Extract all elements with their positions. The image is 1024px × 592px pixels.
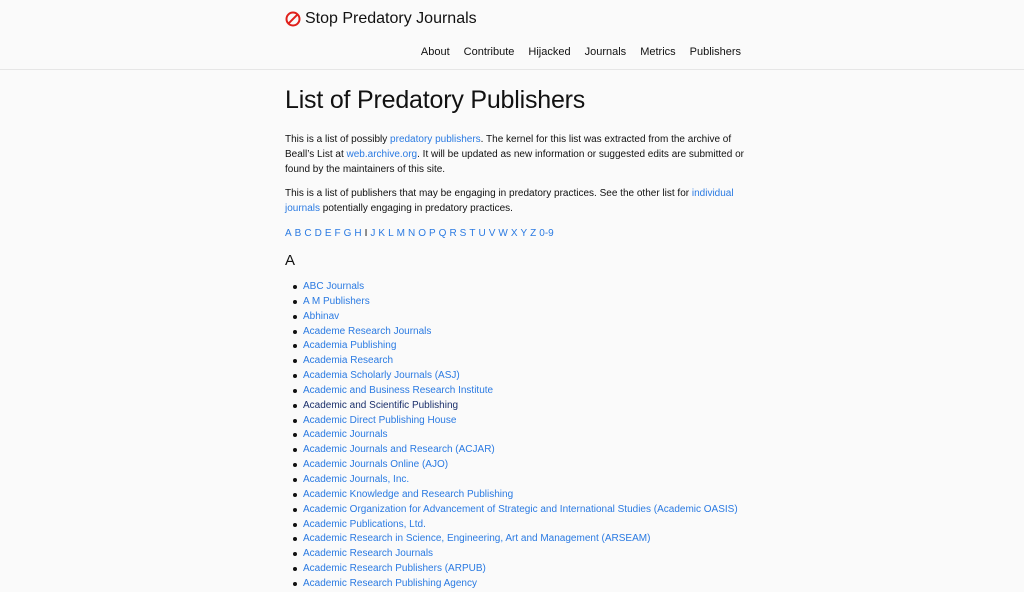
alphabet-link-v[interactable]: V xyxy=(488,228,496,239)
nav-metrics[interactable]: Metrics xyxy=(640,46,676,58)
alphabet-link-q[interactable]: Q xyxy=(438,228,447,239)
list-item xyxy=(293,532,745,547)
intro-text-3: . It will be updated as new information or suggested edits are submitted or found by the maintainers of this site. xyxy=(285,149,744,175)
site-title: Stop Predatory Journals xyxy=(305,10,477,27)
alphabet-link-e[interactable]: E xyxy=(324,228,332,239)
list-item xyxy=(293,295,745,310)
publisher-link[interactable]: Academia Scholarly Journals (ASJ) xyxy=(303,370,460,382)
main-content xyxy=(285,86,745,592)
publisher-link[interactable]: Academic Journals Online (AJO) xyxy=(303,459,449,471)
list-item xyxy=(293,503,745,518)
alphabet-link-t[interactable]: T xyxy=(469,228,476,239)
alphabet-link-d[interactable]: D xyxy=(314,228,322,239)
second-paragraph xyxy=(285,186,745,216)
nav-about[interactable]: About xyxy=(420,46,450,58)
publisher-link[interactable]: Academic Organization for Advancement of Strategic and International Studies (Academic OASIS) xyxy=(303,503,738,515)
publisher-link[interactable]: A M Publishers xyxy=(303,295,370,307)
alphabet-link-h[interactable]: H xyxy=(354,228,362,239)
alphabet-link-u[interactable]: U xyxy=(478,228,486,239)
list-item xyxy=(293,384,745,399)
publisher-link[interactable]: Academia Publishing xyxy=(303,340,397,352)
para2-text-1: This is a list of publishers that may be engaging in predatory practices. See the other list for xyxy=(285,188,692,199)
intro-text-1: This is a list of possibly xyxy=(285,134,391,145)
alphabet-link-b[interactable]: B xyxy=(294,228,302,239)
list-item xyxy=(293,310,745,325)
alphabet-link-s[interactable]: S xyxy=(459,228,467,239)
page-title: List of Predatory Publishers xyxy=(285,86,586,114)
alphabet-link-l[interactable]: L xyxy=(388,228,394,239)
list-item xyxy=(293,369,745,384)
nav-publishers[interactable]: Publishers xyxy=(689,46,741,58)
list-item xyxy=(293,339,745,354)
alphabet-link-a[interactable]: A xyxy=(285,228,292,239)
list-item xyxy=(293,473,745,488)
list-item xyxy=(293,547,745,562)
alphabet-link-j[interactable]: J xyxy=(370,228,376,239)
alphabet-link-g[interactable]: G xyxy=(343,228,352,239)
list-item xyxy=(293,399,745,414)
prohibited-icon xyxy=(285,11,301,27)
publisher-link[interactable]: Academic Research Publishers (ARPUB) xyxy=(303,563,486,575)
publisher-link[interactable]: Academic Knowledge and Research Publishing xyxy=(303,488,514,500)
publisher-link[interactable]: Academic and Scientific Publishing xyxy=(303,399,459,411)
nav-hijacked[interactable]: Hijacked xyxy=(528,46,571,58)
publisher-link[interactable]: Academic Journals xyxy=(303,429,388,441)
predatory-publishers-link[interactable]: predatory publishers xyxy=(390,134,481,145)
list-item xyxy=(293,280,745,295)
publisher-link[interactable]: Abhinav xyxy=(303,310,340,322)
list-item xyxy=(293,325,745,340)
publisher-link[interactable]: Academic Journals and Research (ACJAR) xyxy=(303,444,495,456)
nav-contribute[interactable]: Contribute xyxy=(463,46,515,58)
alphabet-link-f[interactable]: F xyxy=(334,228,341,239)
list-item xyxy=(293,414,745,429)
publisher-link[interactable]: Academic and Business Research Institute xyxy=(303,384,494,396)
alphabet-link-w[interactable]: W xyxy=(498,228,508,239)
para2-text-2: potentially engaging in predatory practices. xyxy=(320,203,513,214)
publisher-link[interactable]: Academic Journals, Inc. xyxy=(303,473,410,485)
publisher-link[interactable]: Academic Research in Science, Engineering, Art and Management (ARSEAM) xyxy=(303,533,651,545)
alphabet-link-r[interactable]: R xyxy=(449,228,457,239)
publisher-link[interactable]: Academia Research xyxy=(303,355,394,367)
alphabet-link-k[interactable]: K xyxy=(378,228,386,239)
alphabet-link-x[interactable]: X xyxy=(510,228,518,239)
publisher-list xyxy=(285,280,745,592)
alphabet-link-p[interactable]: P xyxy=(428,228,436,239)
alphabet-link-o[interactable]: O xyxy=(418,228,426,239)
section-heading: A xyxy=(285,252,296,269)
list-item xyxy=(293,443,745,458)
nav-journals[interactable]: Journals xyxy=(584,46,627,58)
intro-paragraph xyxy=(285,132,745,177)
list-item xyxy=(293,458,745,473)
alphabet-link-n[interactable]: N xyxy=(407,228,416,239)
list-item xyxy=(293,354,745,369)
web-archive-link[interactable]: web.archive.org xyxy=(346,149,418,160)
alphabet-link-y[interactable]: Y xyxy=(520,228,528,239)
list-item xyxy=(293,518,745,533)
alphabet-link-z[interactable]: Z xyxy=(530,228,537,239)
publisher-link[interactable]: Academe Research Journals xyxy=(303,325,432,337)
alphabet-link-i: I xyxy=(364,228,368,239)
list-item xyxy=(293,428,745,443)
publisher-link[interactable]: Academic Research Publishing Agency xyxy=(303,577,477,589)
intro-text-2: . The kernel for this list was extracted from the archive of Beall’s List at xyxy=(285,134,732,160)
list-item xyxy=(293,488,745,503)
publisher-link[interactable]: ABC Journals xyxy=(303,281,365,292)
publisher-link[interactable]: Academic Publications, Ltd. xyxy=(303,518,426,530)
alphabet-nav xyxy=(285,228,745,239)
list-item xyxy=(293,562,745,577)
alphabet-link-m[interactable]: M xyxy=(396,228,405,239)
alphabet-link-0-9[interactable]: 0-9 xyxy=(539,228,554,239)
site-header xyxy=(0,0,1024,70)
publisher-link[interactable]: Academic Research Journals xyxy=(303,548,434,560)
site-title-link[interactable] xyxy=(285,10,477,28)
alphabet-link-c[interactable]: C xyxy=(304,228,312,239)
publisher-link[interactable]: Academic Direct Publishing House xyxy=(303,414,457,426)
main-nav xyxy=(421,46,741,58)
individual-journals-link[interactable]: individual journals xyxy=(285,188,734,214)
list-item xyxy=(293,577,745,592)
